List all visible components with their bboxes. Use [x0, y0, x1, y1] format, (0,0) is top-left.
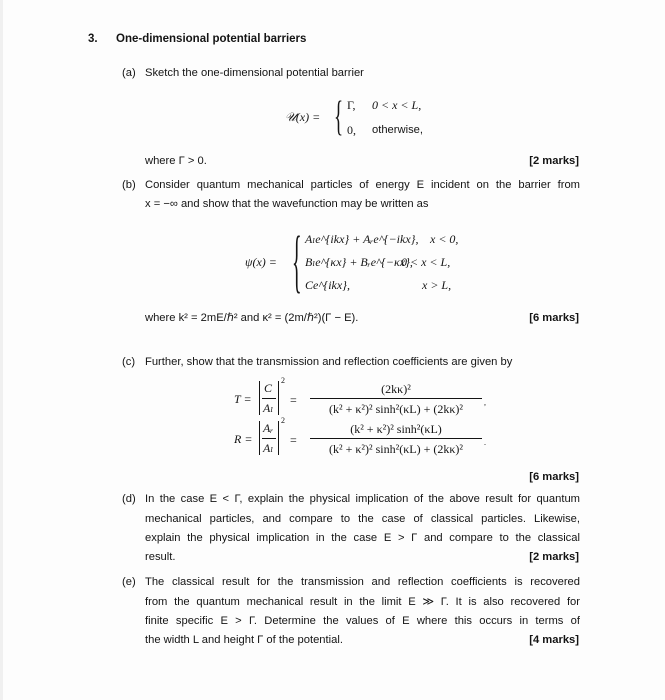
question-title: One-dimensional potential barriers [116, 33, 307, 45]
part-b-row2-cond: 0 < x < L, [401, 255, 451, 269]
R-abs-bar [262, 438, 276, 439]
T-abs-bar [262, 398, 276, 399]
R-abs-den: Aₗ [263, 441, 274, 455]
T-comma: , [484, 398, 486, 407]
part-c-text: Further, show that the transmission and reflection coefficients are given by [145, 356, 513, 368]
T-rhs-num: (2kκ)² [381, 382, 411, 396]
part-c-marks: [6 marks] [529, 471, 579, 483]
part-b-line1: Consider quantum mechanical particles of energy E incident on the barrier from [145, 179, 580, 191]
part-b-row3-cond: x > L, [422, 278, 452, 292]
part-d-marks: [2 marks] [529, 551, 579, 563]
R-abs-right [278, 421, 279, 455]
part-a-case2-value: 0, [347, 123, 356, 137]
part-e-line2: from the quantum mechanical result in the limit E ≫ Γ. It is also recovered for [145, 596, 580, 608]
part-e-line4: the width L and height Γ of the potential. [145, 634, 343, 646]
part-a-marks: [2 marks] [529, 155, 579, 167]
part-b-lhs: ψ(x) = [245, 255, 277, 269]
part-d-line2: mechanical particles, and compare to the case of classical particles. Likewise, [145, 513, 580, 525]
R-rhs-bar [310, 438, 482, 439]
T-abs-den: Aₗ [263, 401, 274, 415]
T-equals: = [290, 393, 297, 407]
R-period: . [484, 438, 486, 447]
part-e-marks: [4 marks] [529, 634, 579, 646]
page-edge [0, 0, 3, 700]
part-b-line2: x = −∞ and show that the wavefunction may be written as [145, 198, 429, 210]
part-a-brace: { [334, 93, 344, 141]
part-b-row2-expr: Bₗe^{κx} + Bᵣe^{−κx}, [305, 255, 413, 269]
part-b-where: where k² = 2mE/ℏ² and κ² = (2m/ℏ²)(Γ − E). [145, 312, 359, 324]
T-lhs: T = [234, 392, 252, 406]
T-abs-num: C [264, 381, 273, 395]
R-abs-left [259, 421, 260, 455]
R-abs-square: 2 [281, 416, 285, 425]
part-e-line3: finite specific E > Γ. Determine the values of E where this occurs in terms of [145, 615, 580, 627]
part-a-case1-value: Γ, [347, 98, 356, 112]
part-e-label: (e) [122, 576, 136, 588]
R-rhs-den: (k² + κ²)² sinh²(κL) + (2kκ)² [329, 442, 463, 456]
T-abs-square: 2 [281, 376, 285, 385]
T-abs-left [259, 381, 260, 415]
R-equals: = [290, 433, 297, 447]
part-a-lhs: 𝒰(x) = [285, 110, 321, 124]
part-b-row3-expr: Ce^{ikx}, [305, 278, 350, 292]
question-number: 3. [88, 33, 98, 45]
part-b-brace: { [292, 224, 302, 302]
part-c-label: (c) [122, 356, 136, 368]
T-rhs-bar [310, 398, 482, 399]
part-b-row1-cond: x < 0, [430, 232, 459, 246]
part-a-label: (a) [122, 67, 136, 79]
part-a-case2-cond: otherwise, [372, 124, 423, 136]
part-a-where: where Γ > 0. [145, 155, 207, 167]
part-a-text: Sketch the one-dimensional potential barrier [145, 67, 364, 79]
R-abs-num: Aᵣ [263, 421, 274, 435]
part-e-line1: The classical result for the transmission and reflection coefficients is recovered [145, 576, 580, 588]
part-d-line1: In the case E < Γ, explain the physical implication of the above result for quantum [145, 493, 580, 505]
part-d-line3: explain the physical implication in the case E > Γ and compare to the classical [145, 532, 580, 544]
part-b-marks: [6 marks] [529, 312, 579, 324]
T-rhs-den: (k² + κ²)² sinh²(κL) + (2kκ)² [329, 402, 463, 416]
R-rhs-num: (k² + κ²)² sinh²(κL) [350, 422, 442, 436]
part-d-line4: result. [145, 551, 176, 563]
part-a-case1-cond: 0 < x < L, [372, 98, 422, 112]
part-b-label: (b) [122, 179, 136, 191]
part-b-row1-expr: Aₗe^{ikx} + Aᵣe^{−ikx}, [305, 232, 419, 246]
part-d-label: (d) [122, 493, 136, 505]
T-abs-right [278, 381, 279, 415]
R-lhs: R = [234, 432, 253, 446]
